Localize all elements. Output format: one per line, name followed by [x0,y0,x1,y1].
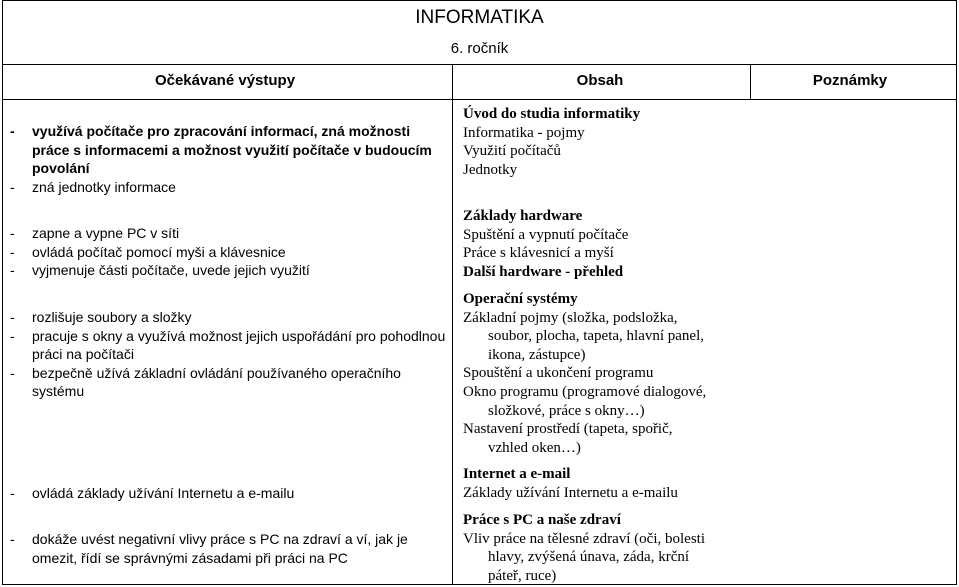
section-heading: Operační systémy [463,291,578,307]
content-line: Nastavení prostředí (tapeta, spořič, [463,421,673,438]
list-item [10,530,450,567]
list-item [10,122,450,178]
content-line: Základní pojmy (složka, podsložka, [463,309,678,326]
list-item [10,261,450,280]
content-line: Využití počítačů [463,143,561,160]
content-line: vzhled oken…) [488,439,581,456]
section-heading: Práce s PC a naše zdraví [463,512,621,528]
page-title: INFORMATIKA [415,7,544,28]
content-line: Jednotky [463,161,518,178]
divider [452,64,453,585]
content-block-3 [463,290,953,457]
list-item-text: rozlišuje soubory a složky [32,309,192,325]
content-line: hlavy, zvýšená únava, záda, krční [488,549,690,566]
list-item [10,243,450,262]
column-header-notes: Poznámky [812,72,888,89]
content-line: Informatika - pojmy [463,124,585,141]
outputs-block-4 [10,484,450,503]
bullet-dash: - [10,364,15,381]
content-line: soubor, plocha, tapeta, hlavní panel, [488,328,704,345]
column-header-content: Obsah [576,72,624,89]
list-item [10,308,450,327]
bullet-dash: - [10,309,15,325]
outputs-block-1 [10,122,450,196]
list-item-text: bezpečně užívá základní ovládání používaného operačního systému [32,364,401,400]
list-item-text: zná jednotky informace [32,178,176,195]
list-item [10,364,450,401]
list-item-text: vyjmenuje části počítače, uvede jejich využití [32,262,310,279]
content-line: Spouštění a ukončení programu [463,365,654,382]
content-block-1 [463,105,953,179]
list-item [10,327,450,364]
section-heading: Úvod do studia informatiky [463,106,641,122]
bullet-dash: - [10,327,15,344]
content-block-4 [463,465,953,502]
list-item [10,484,450,503]
content-line: složkové, práce s okny…) [488,402,645,419]
content-line: Další hardware - přehled [463,263,624,280]
bullet-dash: - [10,243,15,260]
list-item-text: pracuje s okny a využívá možnost jejich uspořádání pro pohodlnou práci na počítači [32,327,446,363]
list-item-text: zapne a vypne PC v síti [32,225,180,241]
content-block-5 [463,511,953,585]
content-block-2 [463,207,953,281]
column-header-outputs: Očekávané výstupy [154,72,296,89]
section-heading: Základy hardware [463,208,583,224]
bullet-dash: - [10,178,15,195]
outputs-block-5 [10,530,450,567]
list-item-text: využívá počítače pro zpracování informací, zná možnosti práce s informacemi a možnost využití počítače v budoucím povolání [32,123,432,177]
divider [2,99,957,100]
outputs-block-2 [10,224,450,280]
divider [2,64,957,65]
content-line: páteř, ruce) [488,567,557,584]
bullet-dash: - [10,123,15,139]
content-line: Základy užívání Internetu a e-mailu [463,484,678,501]
content-line: Okno programu (programové dialogové, [463,383,707,400]
bullet-dash: - [10,485,15,501]
content-line: Práce s klávesnicí a myší [463,245,614,262]
list-item [10,224,450,243]
divider [750,64,751,99]
bullet-dash: - [10,262,15,279]
section-heading: Internet a e-mail [463,466,571,482]
outputs-block-3 [10,308,450,401]
bullet-dash: - [10,225,15,241]
content-line: ikona, zástupce) [488,346,586,363]
list-item-text: dokáže uvést negativní vlivy práce s PC na zdraví a ví, jak je omezit, řídí se správnými zásadami při práci na PC [32,531,408,566]
content-line: Vliv práce na tělesné zdraví (oči, bolesti [463,530,705,547]
list-item-text: ovládá počítač pomocí myši a klávesnice [32,243,286,260]
bullet-dash: - [10,531,15,547]
list-item-text: ovládá základy užívání Internetu a e-mailu [32,485,295,501]
list-item [10,178,450,197]
grade-label: 6. ročník [450,40,509,57]
divider [2,0,957,1]
content-line: Spuštění a vypnutí počítače [463,226,629,243]
